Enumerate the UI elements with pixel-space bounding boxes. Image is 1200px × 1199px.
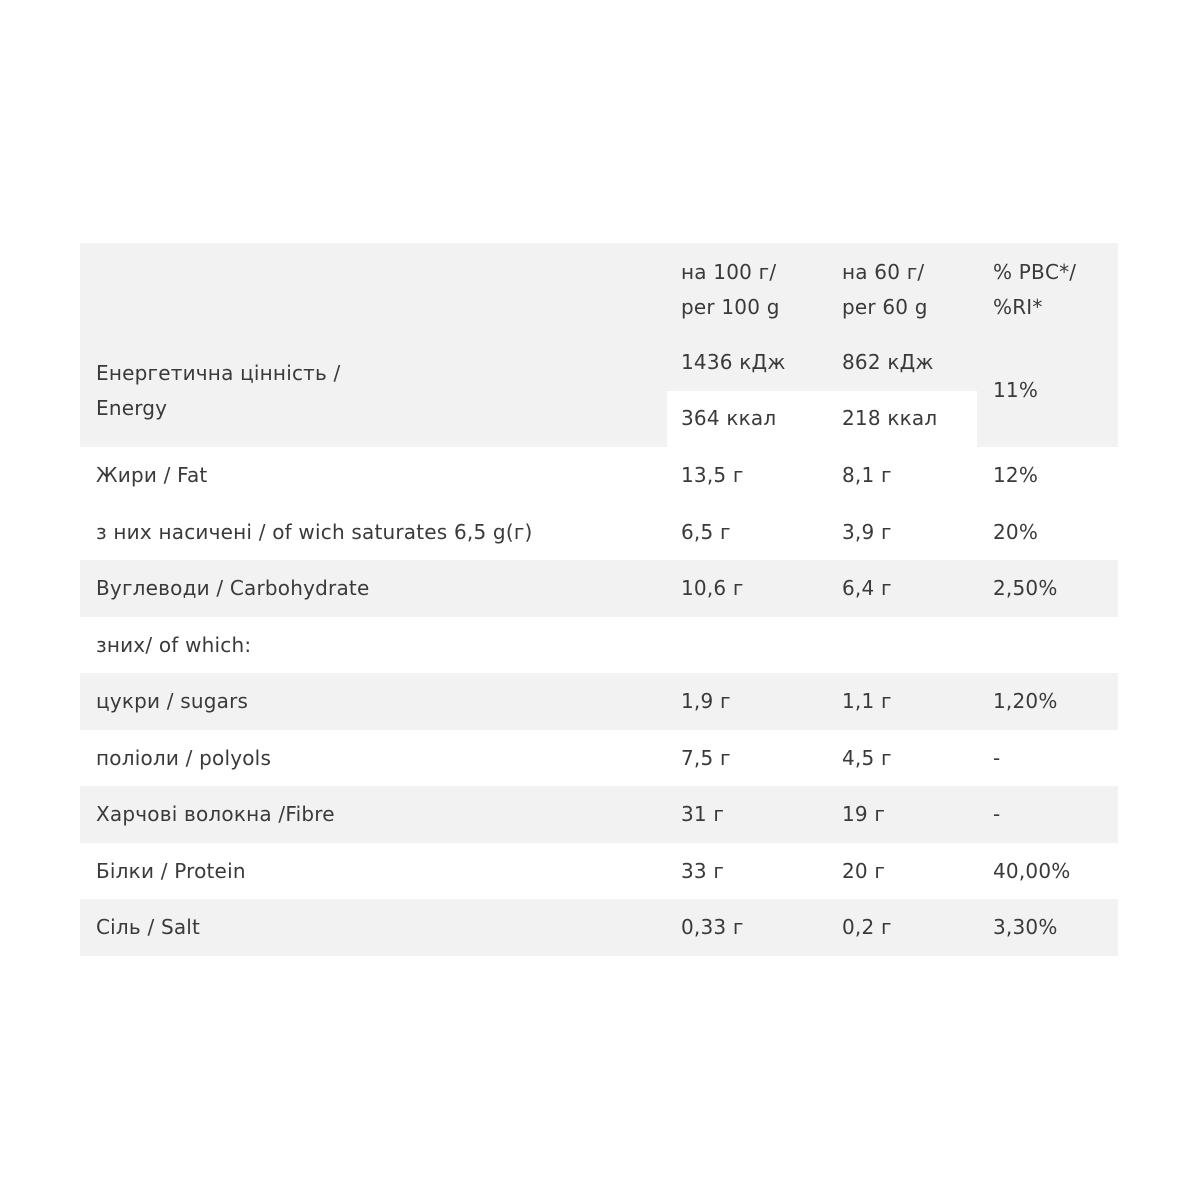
table-row [80,730,1118,787]
energy-label-line2: Energy [96,396,168,420]
row-per-100g: 10,6 г [681,576,744,601]
row-ri: 40,00% [993,858,1071,883]
energy-label [96,356,341,426]
header-energy-block [80,243,1118,447]
row-label: Жири / Fat [96,463,208,488]
row-ri: - [993,745,1001,770]
table-row [80,504,1118,561]
energy-ri: 11% [993,378,1039,402]
column-header-ri-line2: %RI* [993,295,1043,319]
energy-label-line1: Енергетична цінність / [96,361,341,385]
column-header-per-100g [681,255,780,325]
row-per-100g: 13,5 г [681,463,744,488]
column-header-per-100g-line1: на 100 г/ [681,260,777,284]
table-row [80,786,1118,843]
row-per-100g: 0,33 г [681,915,744,940]
row-per-60g: 19 г [842,802,886,827]
column-header-ri [993,255,1076,325]
row-per-60g: 8,1 г [842,463,892,488]
table-row [80,673,1118,730]
row-label: з них насичені / of wich saturates 6,5 g(г) [96,519,533,544]
row-per-100g: 31 г [681,802,725,827]
row-ri: - [993,802,1001,827]
row-per-100g: 33 г [681,858,725,883]
column-header-ri-line1: % РВС*/ [993,260,1077,284]
energy-kcal-per-60g: 218 ккал [842,406,938,430]
row-per-60g: 0,2 г [842,915,892,940]
table-row [80,560,1118,617]
column-header-per-60g-line2: per 60 g [842,295,928,319]
column-header-per-100g-line2: per 100 g [681,295,780,319]
row-per-100g: 7,5 г [681,745,731,770]
energy-kj-per-60g: 862 кДж [842,350,934,374]
table-row [80,843,1118,900]
row-per-60g: 20 г [842,858,886,883]
column-header-per-60g-line1: на 60 г/ [842,260,925,284]
row-ri: 3,30% [993,915,1058,940]
row-ri: 12% [993,463,1039,488]
row-ri: 20% [993,519,1039,544]
row-label: цукри / sugars [96,689,249,714]
row-label: Білки / Protein [96,858,246,883]
row-label: поліоли / polyols [96,745,272,770]
row-per-60g: 1,1 г [842,689,892,714]
row-ri: 1,20% [993,689,1058,714]
energy-kj-per-100g: 1436 кДж [681,350,786,374]
row-label: Вуглеводи / Carbohydrate [96,576,370,601]
row-ri: 2,50% [993,576,1058,601]
nutrition-table [80,243,1118,956]
row-per-100g: 1,9 г [681,689,731,714]
table-row [80,617,1118,674]
row-per-100g: 6,5 г [681,519,731,544]
table-row [80,447,1118,504]
row-label: Харчові волокна /Fibre [96,802,335,827]
row-per-60g: 6,4 г [842,576,892,601]
row-per-60g: 3,9 г [842,519,892,544]
energy-kcal-per-100g: 364 ккал [681,406,777,430]
table-row [80,899,1118,956]
row-label: Сіль / Salt [96,915,201,940]
row-label: зних/ of which: [96,632,252,657]
row-per-60g: 4,5 г [842,745,892,770]
column-header-per-60g [842,255,928,325]
